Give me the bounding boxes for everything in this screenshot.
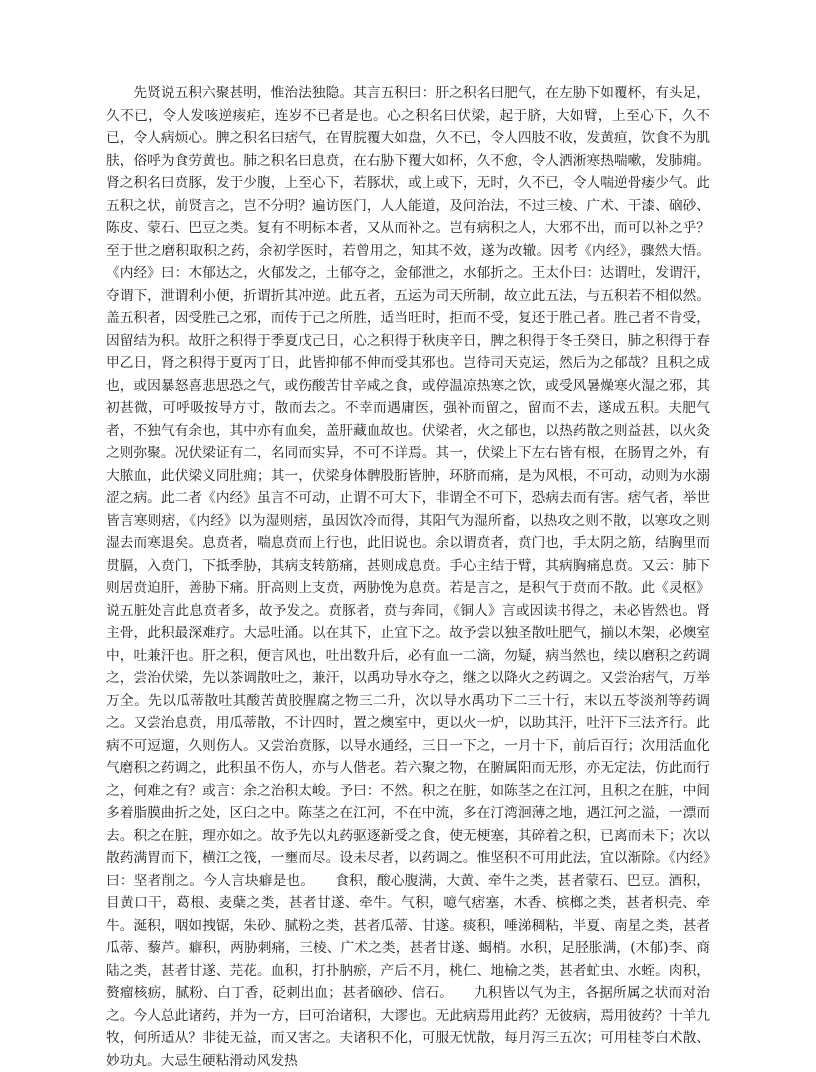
document-page [106,82,710,1069]
body-paragraph: 先贤说五积六聚甚明，惟治法独隐。其言五积曰：肝之积名曰肥气，在左胁下如覆杯，有头足，久不已，令人发咳逆痎疟，连岁不已者是也。心之积名曰伏梁，起于脐，大如臂，上至心下，久不已，令人病烦心。脾之积名曰痞气，在胃脘覆大如盘，久不已，令人四肢不收，发黄疸，饮食不为肌肤，俗呼为食劳黄也。肺之积名曰息贲，在右胁下覆大如杯，久不愈，令人洒淅寒热喘嗽，发肺痈。肾之积名曰贲豚，发于少腹，上至心下，若豚状，或上或下，无时，久不已，令人喘逆骨痿少气。此五积之状，前贤言之，岂不分明？遍访医门，人人能道，及问治法，不过三棱、广术、干漆、硇砂、陈皮、蒙石、巴豆之类。复有不明标本者，又从而补之。岂有病积之人，大邪不出，而可以补之乎？至于世之磨积取积之药，余初学医时，若曾用之，知其不效，遂为改辙。因考《内经》，骤然大悟。《内经》曰：木郁达之，火郁发之，土郁夺之，金郁泄之，水郁折之。王太仆曰：达谓吐，发谓汗，夺谓下，泄谓利小便，折谓折其冲逆。此五者，五运为司天所制，故立此五法，与五积若不相似然。盖五积者，因受胜己之邪，而传于己之所胜，适当旺时，拒而不受，复还于胜己者。胜己者不肯受，因留结为积。故肝之积得于季夏戊己日，心之积得于秋庚辛日，脾之积得于冬壬癸日，肺之积得于春甲乙日，肾之积得于夏丙丁日，此皆抑郁不伸而受其邪也。岂待司天克运，然后为之郁哉？且积之成也，或因暴怒喜悲思恐之气，或伤酸苦甘辛咸之食，或停温凉热寒之饮，或受风暑燥寒火湿之邪，其初甚微，可呼吸按导方寸，散而去之。不幸而遇庸医，强补而留之，留而不去，遂成五积。夫肥气者，不独气有余也，其中亦有血矣，盖肝藏血故也。伏梁者，火之郁也，以热药散之则益甚，以火灸之则弥聚。况伏梁证有二，名同而实异，不可不详焉。其一，伏梁上下左右皆有根，在肠胃之外，有大脓血，此伏梁义同肚痈；其一，伏梁身体髀股胻皆肿，环脐而痛，是为风根，不可动，动则为水溺涩之病。此二者《内经》虽言不可动，止谓不可大下，非谓全不可下，恐病去而有害。痞气者，举世皆言寒则痞，《内经》以为湿则痞，虽因饮冷而得，其阳气为湿所畜，以热攻之则不散，以寒攻之则湿去而寒退矣。息贲者，喘息贲而上行也，此旧说也。余以谓贲者，贲门也，手太阴之筋，结胸里而贯膈，入贲门，下抵季胁，其病支转筋痛，甚则成息贲。手心主结于臂，其病胸痛息贲。又云：肺下则居贲迫肝，善胁下痛。肝高则上支贲，两胁悗为息贲。若是言之，是积气于贲而不散。此《灵枢》说五脏处言此息贲者多，故予发之。贲豚者，贲与奔同，《铜人》言或因读书得之，未必皆然也。肾主骨，此积最深难疗。大忌吐涌。以在其下，止宜下之。故予尝以独圣散吐肥气，揃以木架，必燠室中，吐兼汗也。肝之积，便言风也，吐出数升后，必有血一二滴，勿疑，病当然也，续以磨积之药调之，尝治伏梁，先以茶调散吐之，兼汗，以禹功导水夺之，继之以降火之药调之。又尝治痞气，万举万全。先以瓜蒂散吐其酸苦黄胶腥腐之物三二升，次以导水禹功下二三十行，末以五苓淡剂等药调之。又尝治息贲，用瓜蒂散，不计四时，置之燠室中，更以火一炉，以助其汗，吐汗下三法齐行。此病不可逗遛，久则伤人。又尝治贲豚，以导水通经，三日一下之，一月十下，前后百行；次用活血化气磨积之药调之，此积虽不伤人，亦与人偕老。若六聚之物，在腑属阳而无形，亦无定法，仿此而行之，何难之有？或言：余之治积太峻。予曰：不然。积之在脏，如陈茎之在江河，且积之在脏，中间多着脂膜曲折之处，区臼之中。陈茎之在江河，不在中流，多在汀湾洄薄之地，遇江河之溢，一漂而去。积之在脏，理亦如之。故予先以丸药驱逐新受之食，使无梗塞，其碎着之积，已离而未下；次以散药满胃而下，横江之筏，一壅而尽。设未尽者，以药调之。惟坚积不可用此法，宜以渐除。《内经》曰：坚者削之。今人言块癖是也。 食积，酸心腹满，大黄、牵牛之类，甚者蒙石、巴豆。酒积，目黄口干，葛根、麦蘖之类，甚者甘遂、牵牛。气积，噫气痞塞，木香、槟榔之类，甚者枳壳、牵牛。涎积，咽如拽锯，朱砂、腻粉之类，甚者瓜蒂、甘遂。痰积，唾涕稠粘，半夏、南星之类，甚者瓜蒂、藜芦。癖积，两胁刺痛，三棱、广术之类，甚者甘遂、蝎梢。水积，足胫胀满，(木郁)李、商陆之类，甚者甘遂、芫花。血积，打扑肭瘀，产后不月，桃仁、地榆之类，甚者虻虫、水蛭。肉积，赘瘤核疬，腻粉、白丁香，砭刺出血；甚者硇砂、信石。 九积皆以气为主，各据所属之状而对治之。今人总此诸药，并为一方，曰可治诸积，大谬也。无此病焉用此药？无彼病，焉用彼药？十羊九牧，何所适从？非徒无益，而又害之。夫诸积不化，可服无忧散，每月泻三五次；可用桂苓白术散、妙功丸。大忌生硬粘滑动风发热 [106,85,710,1069]
